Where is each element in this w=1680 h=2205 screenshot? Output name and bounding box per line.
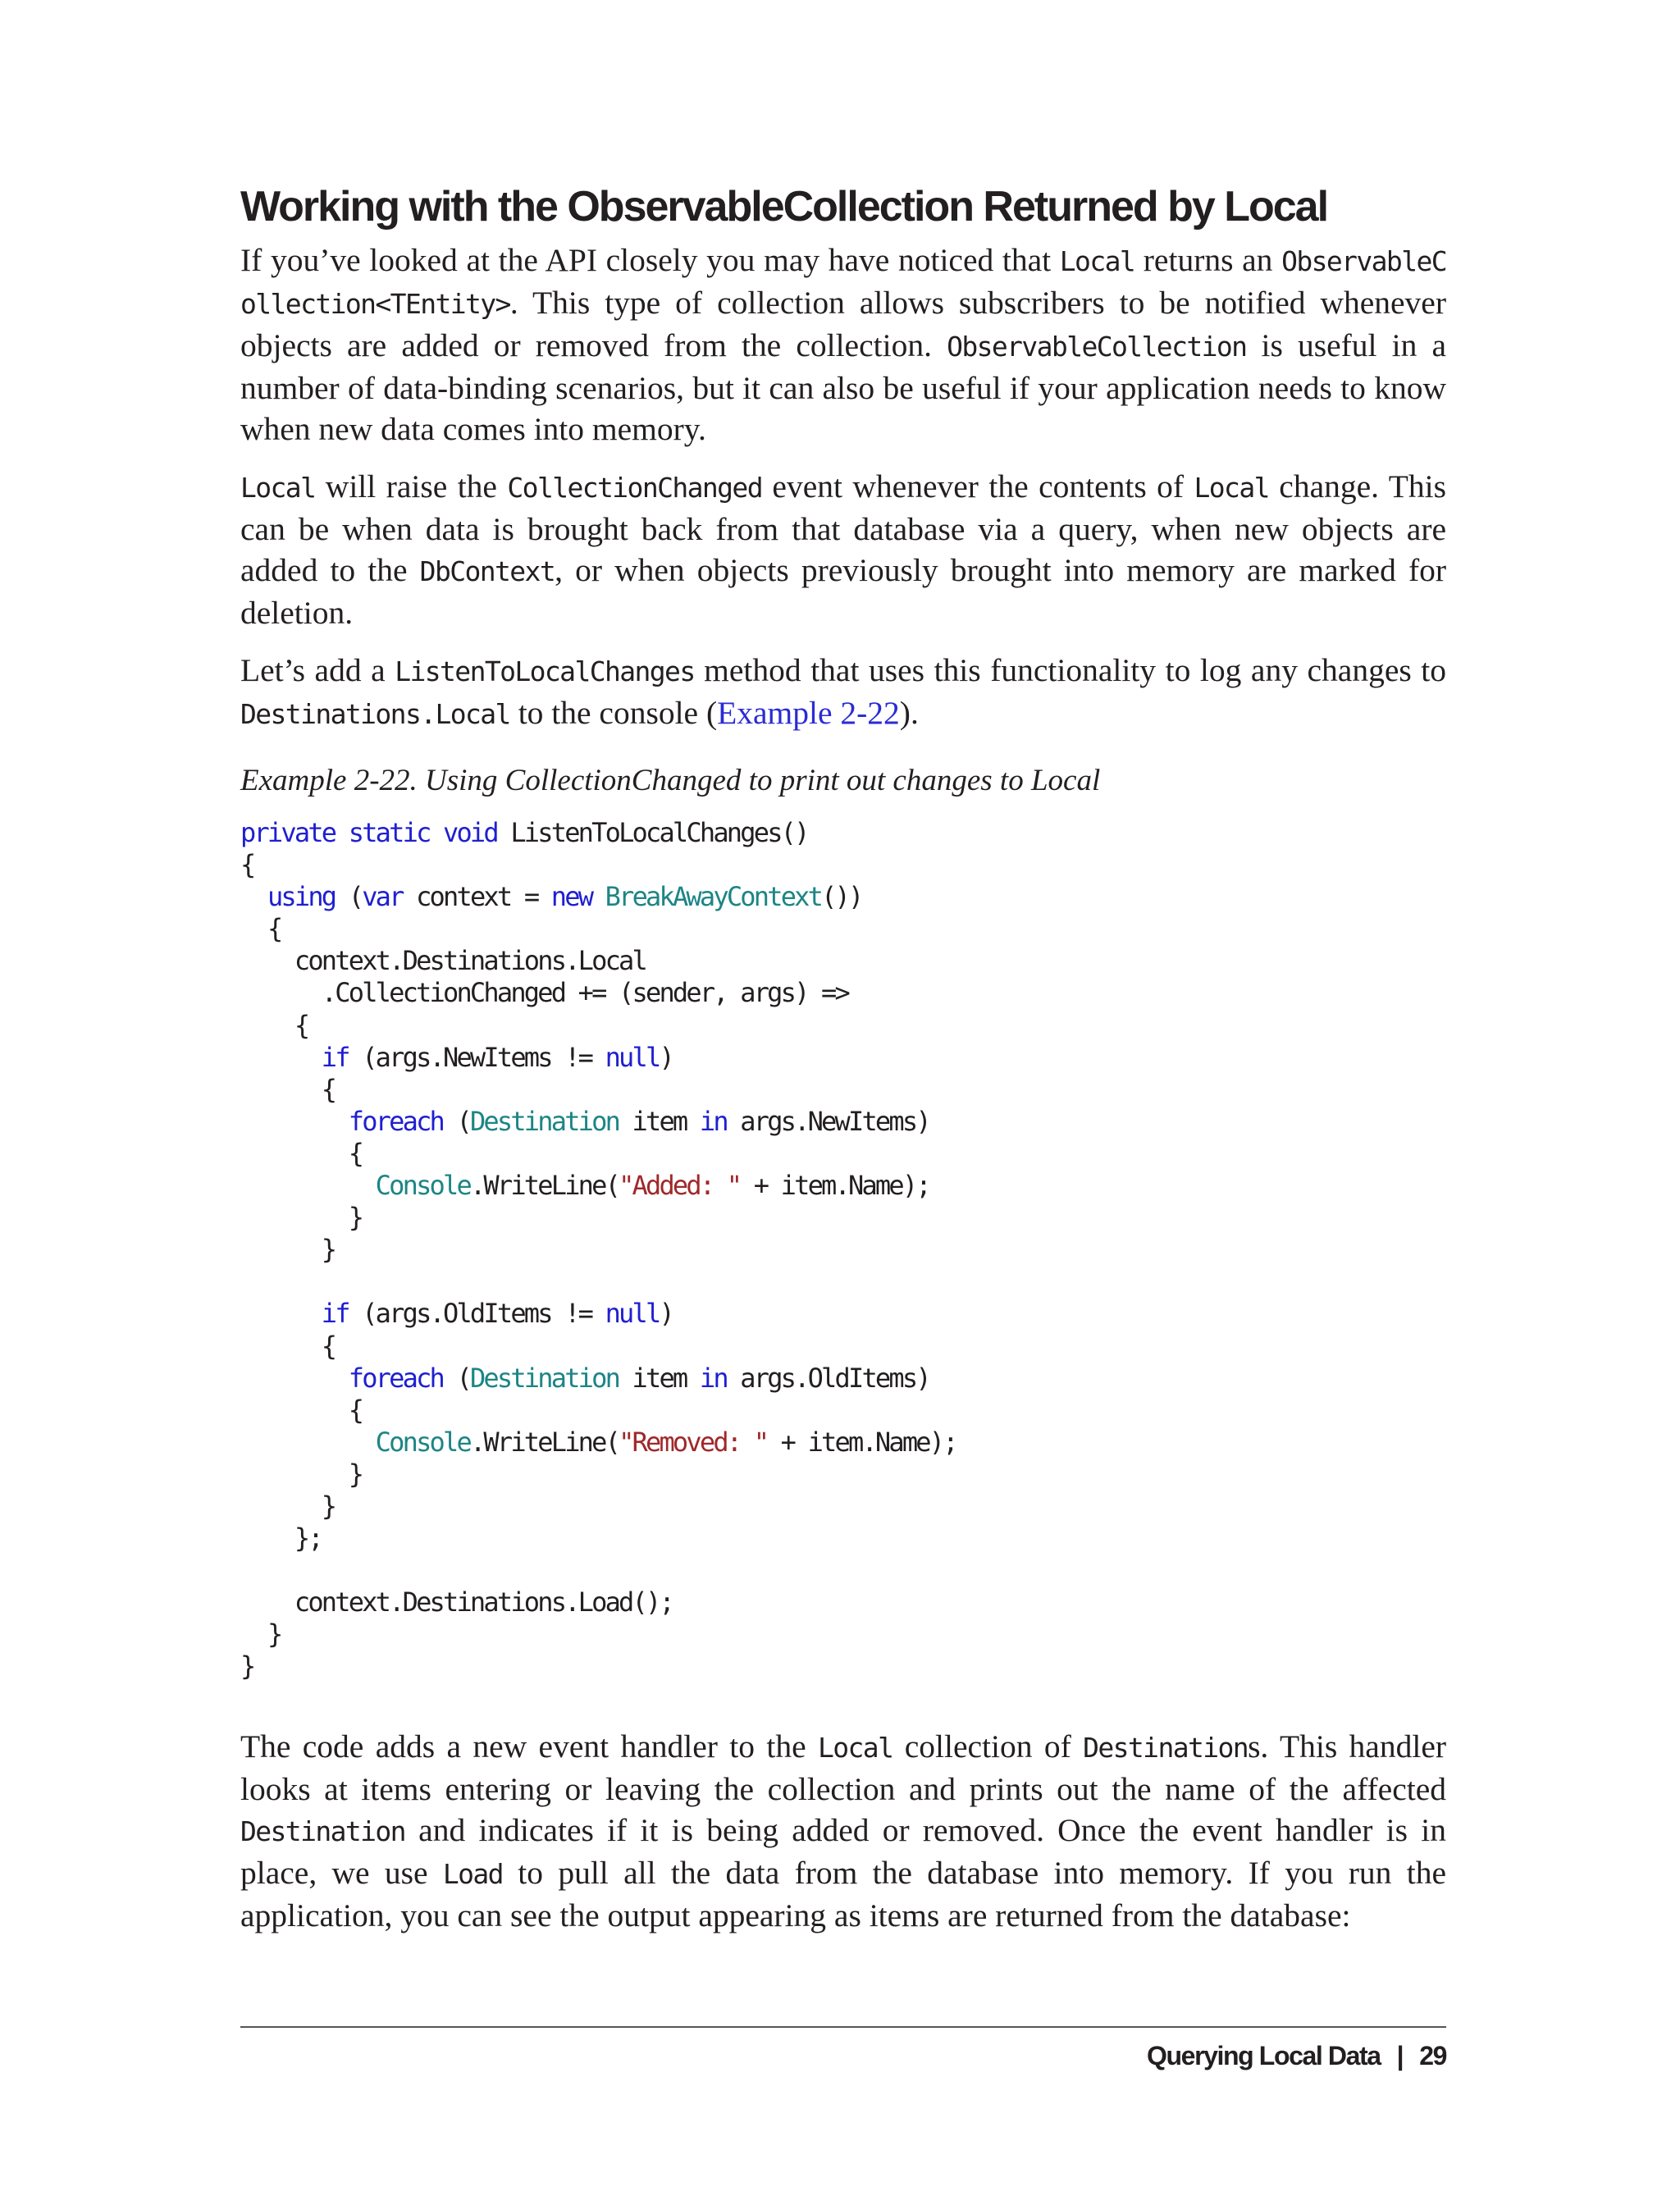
- code-text: }: [321, 1234, 336, 1266]
- code-text: .CollectionChanged += (sender, args) =>: [321, 977, 848, 1009]
- keyword: in: [699, 1362, 727, 1394]
- code-text: {: [240, 849, 254, 881]
- text-run: , or when objects previously brought into memory are marked for deletion.: [240, 552, 1446, 631]
- text-run: is useful in a number of data-binding scenarios, but it can also be useful if your application needs to know when new data comes into memory.: [240, 327, 1446, 447]
- type-name: Destination: [469, 1105, 619, 1137]
- keyword: null: [605, 1298, 660, 1330]
- code-text: (: [456, 1105, 470, 1137]
- code-text: (args.NewItems !=: [362, 1041, 605, 1073]
- inline-code: ObservableCollection<TEntity>: [240, 245, 1447, 320]
- keyword: foreach: [348, 1105, 443, 1137]
- code-text: item: [619, 1362, 700, 1394]
- code-text: (: [348, 881, 363, 913]
- code-text: }: [240, 1650, 254, 1682]
- code-text: .WriteLine(: [469, 1170, 619, 1202]
- inline-code: Local: [818, 1731, 893, 1764]
- code-text: {: [294, 1009, 308, 1041]
- text-run: If you’ve looked at the API closely you may have noticed that: [240, 242, 1060, 278]
- code-text: + item.Name);: [740, 1170, 929, 1202]
- code-text: (args.OldItems !=: [362, 1298, 605, 1330]
- code-text: context =: [416, 881, 551, 913]
- code-text: args.NewItems): [726, 1105, 929, 1137]
- text-run: . This type of collection allows subscribers to be notified whenever objects are added or removed from the collection.: [240, 285, 1446, 363]
- keyword: in: [699, 1105, 727, 1137]
- text-run: s. This handler looks at items entering or leaving the collection and prints out the name of the affected: [240, 1728, 1446, 1807]
- keyword: null: [605, 1041, 660, 1073]
- code-text: {: [321, 1330, 336, 1362]
- footer-section-title: Querying Local Data: [1147, 2041, 1381, 2070]
- type-name: Console: [375, 1170, 470, 1202]
- inline-code: Local: [1194, 472, 1269, 504]
- text-run: Let’s add a: [240, 652, 395, 688]
- code-text: args.OldItems): [726, 1362, 929, 1394]
- code-text: ): [659, 1298, 673, 1330]
- footer-separator: |: [1396, 2041, 1404, 2070]
- code-text: }: [348, 1458, 363, 1490]
- inline-code: Local: [240, 472, 316, 504]
- text-run: to pull all the data from the database into memory. If you run the application, you can see the output appearing as items are returned from the database:: [240, 1854, 1446, 1933]
- code-text: {: [321, 1073, 336, 1105]
- keyword: var: [362, 881, 403, 913]
- text-run: collection of: [892, 1728, 1084, 1764]
- code-text: + item.Name);: [767, 1426, 956, 1458]
- page-footer: [1147, 2038, 1446, 2074]
- type-name: BreakAwayContext: [605, 881, 822, 913]
- example-caption: Example 2-22. Using CollectionChanged to print out changes to Local: [240, 764, 1101, 797]
- type-name: Console: [375, 1426, 470, 1458]
- text-run: to the console (: [509, 695, 718, 731]
- code-text: }: [321, 1490, 336, 1522]
- code-text: {: [267, 913, 281, 945]
- example-crossref-link[interactable]: Example 2-22: [717, 695, 900, 731]
- inline-code: DbContext: [419, 555, 555, 587]
- code-text: item: [619, 1105, 700, 1137]
- keyword: void: [443, 817, 497, 848]
- text-run: and indicates if it is being added or removed. Once the event handler is in place, we use: [240, 1811, 1446, 1891]
- section-heading: Working with the ObservableCollection Returned by Local: [240, 183, 1328, 231]
- inline-code: ObservableCollection: [947, 331, 1247, 363]
- paragraph-listen-method: [240, 650, 1446, 735]
- paragraph-code-explanation: [240, 1726, 1446, 1936]
- code-text: {: [348, 1137, 363, 1169]
- code-text: }: [267, 1618, 281, 1650]
- code-text: .WriteLine(: [469, 1426, 619, 1458]
- keyword: static: [348, 817, 430, 848]
- text-run: event whenever the contents of: [761, 468, 1194, 504]
- code-text: };: [294, 1522, 322, 1554]
- text-run: change. This can be when data is brought back from that database via a query, when new objects are added to the: [240, 468, 1446, 588]
- code-text: context.Destinations.Load();: [294, 1586, 673, 1618]
- code-text: ): [659, 1041, 673, 1073]
- keyword: private: [240, 817, 336, 848]
- text-run: will raise the: [315, 468, 508, 504]
- keyword: if: [321, 1298, 349, 1330]
- code-text: }: [348, 1202, 363, 1234]
- keyword: foreach: [348, 1362, 443, 1394]
- inline-code: Load: [442, 1857, 503, 1890]
- code-text: {: [348, 1394, 363, 1426]
- page-number: 29: [1419, 2041, 1446, 2070]
- code-text: context.Destinations.Local: [294, 945, 646, 977]
- paragraph-observable-intro: [240, 240, 1446, 450]
- string-literal: "Removed: ": [619, 1426, 768, 1458]
- text-run: The code adds a new event handler to the: [240, 1728, 818, 1764]
- inline-code: Local: [1059, 245, 1135, 277]
- inline-code: ListenToLocalChanges: [395, 655, 695, 687]
- code-text: (: [456, 1362, 470, 1394]
- inline-code: Destination: [1083, 1731, 1249, 1764]
- code-text: ListenToLocalChanges(): [510, 817, 808, 848]
- inline-code: Destinations.Local: [240, 698, 510, 730]
- text-run: method that uses this functionality to log any changes to: [694, 652, 1447, 688]
- type-name: Destination: [469, 1362, 619, 1394]
- keyword: using: [267, 881, 336, 913]
- code-listing: [240, 817, 1446, 1683]
- footer-rule: [240, 2026, 1446, 2028]
- page-content: [240, 180, 1446, 1936]
- inline-code: Destination: [240, 1815, 405, 1847]
- string-literal: "Added: ": [619, 1170, 741, 1202]
- paragraph-collection-changed: [240, 466, 1446, 633]
- keyword: if: [321, 1041, 349, 1073]
- text-run: ).: [899, 695, 919, 731]
- inline-code: CollectionChanged: [507, 472, 762, 504]
- code-text: ()): [821, 881, 862, 913]
- keyword: new: [550, 881, 592, 913]
- text-run: returns an: [1134, 242, 1282, 278]
